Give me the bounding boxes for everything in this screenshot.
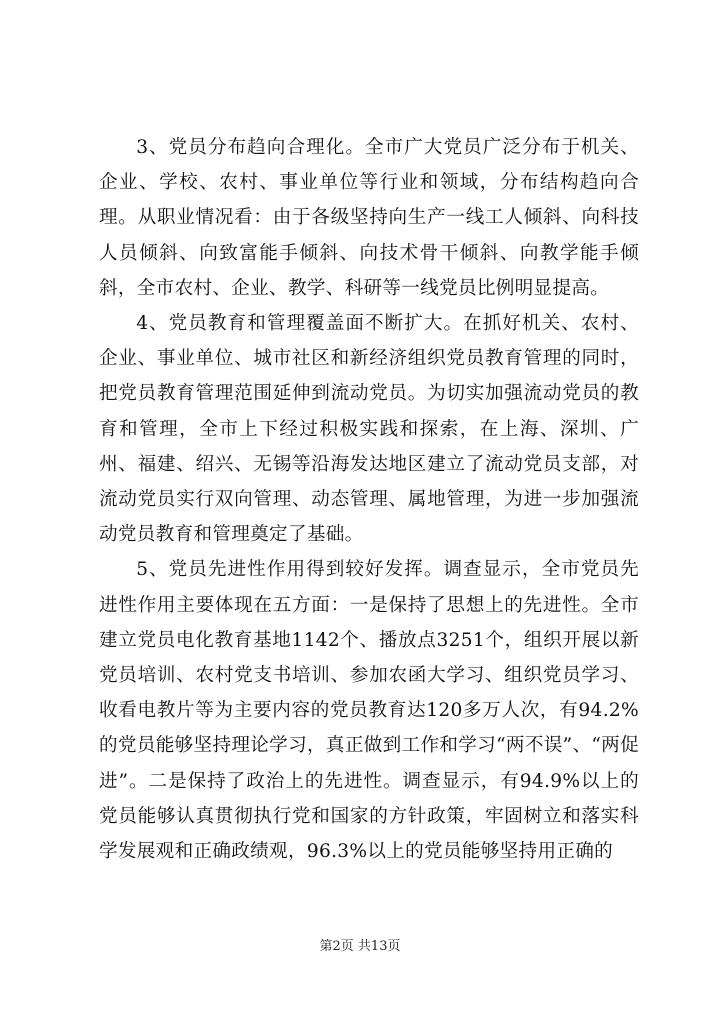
paragraph-3: 3、党员分布趋向合理化。全市广大党员广泛分布于机关、企业、学校、农村、事业单位等行业和领域，分布结构趋向合理。从职业情况看：由于各级坚持向生产一线工人倾斜、向科技人员倾斜、向致富能手倾斜、向技术骨干倾斜、向教学能手倾斜，全市农村、企业、教学、科研等一线党员比例明显提高。 bbox=[99, 137, 639, 299]
document-body bbox=[99, 130, 639, 869]
page-number-footer: 第2页 共13页 bbox=[319, 939, 401, 954]
paragraph-4: 4、党员教育和管理覆盖面不断扩大。在抓好机关、农村、企业、事业单位、城市社区和新经济组织党员教育管理的同时，把党员教育管理范围延伸到流动党员。为切实加强流动党员的教育和管理，全市上下经过积极实践和探索，在上海、深圳、广州、福建、绍兴、无锡等沿海发达地区建立了流动党员支部，对流动党员实行双向管理、动态管理、属地管理，为进一步加强流动党员教育和管理奠定了基础。 bbox=[99, 313, 639, 546]
paragraph-5: 5、党员先进性作用得到较好发挥。调查显示，全市党员先进性作用主要体现在五方面：一是保持了思想上的先进性。全市建立党员电化教育基地1142个、播放点3251个，组织开展以新党员培训、农村党支书培训、参加农函大学习、组织党员学习、收看电教片等为主要内容的党员教育达120多万人次，有94.2%的党员能够坚持理论学习，真正做到工作和学习“两不误”、“两促进”。二是保持了政治上的先进性。调查显示，有94.9%以上的党员能够认真贯彻执行党和国家的方针政策，牢固树立和落实科学发展观和正确政绩观，96.3%以上的党员能够坚持用正确的 bbox=[99, 559, 639, 863]
